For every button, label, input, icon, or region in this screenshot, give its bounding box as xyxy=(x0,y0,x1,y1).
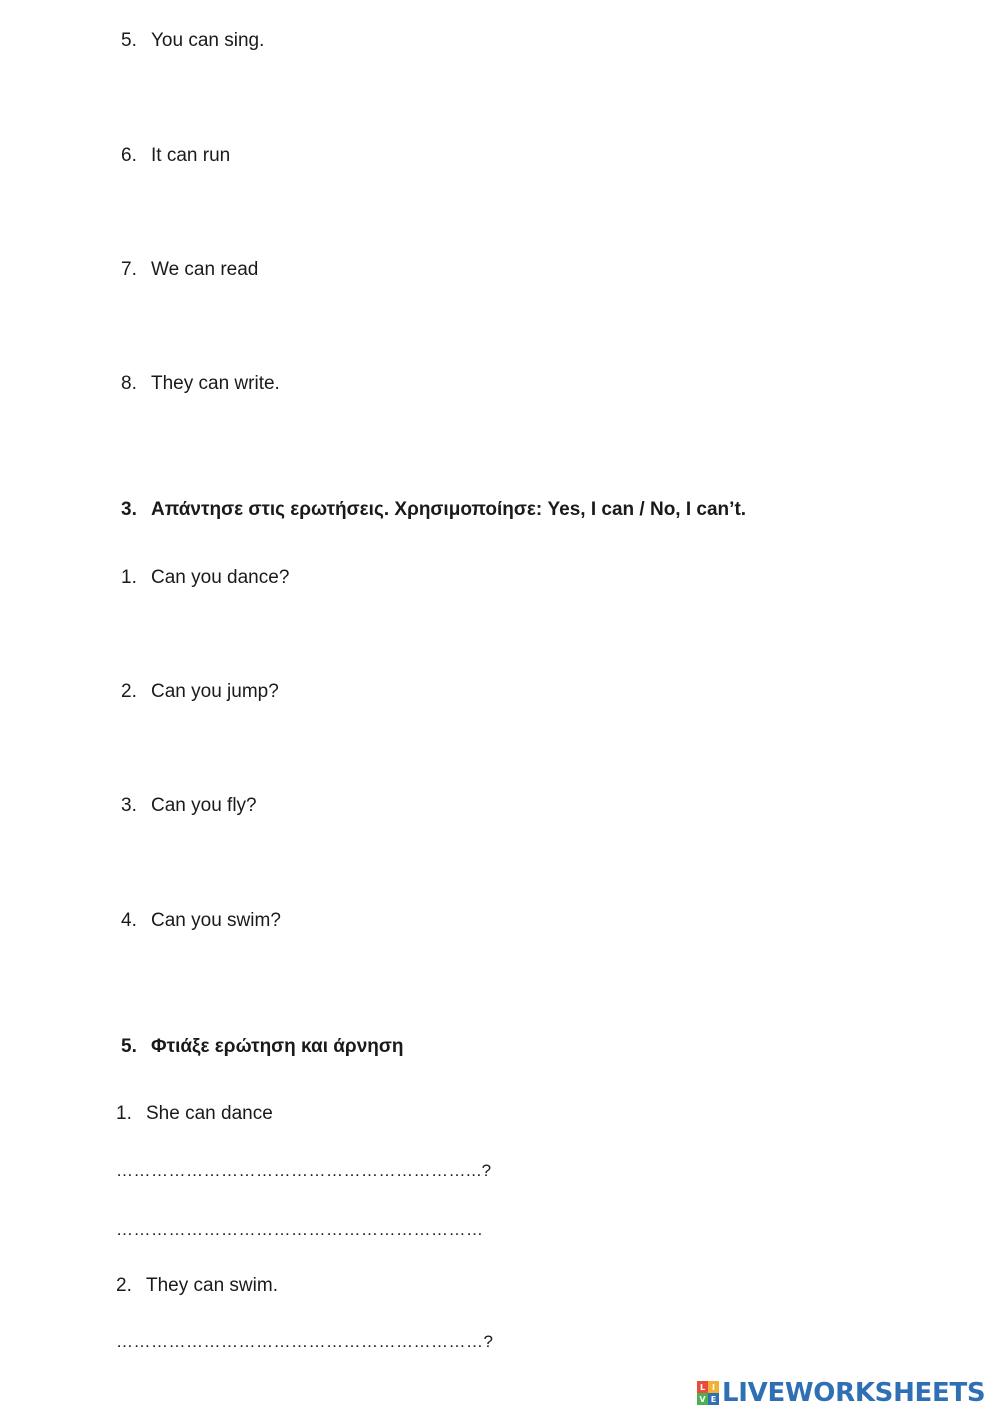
section-number: 5. xyxy=(121,1036,137,1057)
transform-item xyxy=(116,1102,273,1126)
item-number: 1. xyxy=(116,1103,132,1124)
item-number: 7. xyxy=(121,259,137,280)
section-heading xyxy=(121,1035,403,1059)
item-number: 1. xyxy=(121,567,137,588)
liveworksheets-logo xyxy=(697,1376,985,1410)
section-number: 3. xyxy=(121,499,137,520)
item-text: They can write. xyxy=(151,373,280,394)
exercise-item xyxy=(121,29,264,53)
section-title: Απάντησε στις ερωτήσεις. Χρησιμοποίησε: Yes, I can / No, I can’t. xyxy=(151,499,747,520)
item-number: 6. xyxy=(121,145,137,166)
exercise-item xyxy=(121,372,280,396)
question-text: Can you dance? xyxy=(151,567,290,588)
section-heading xyxy=(121,498,746,522)
item-number: 4. xyxy=(121,910,137,931)
item-number: 2. xyxy=(121,681,137,702)
item-text: It can run xyxy=(151,145,231,166)
item-text: We can read xyxy=(151,259,259,280)
logo-letter: I xyxy=(708,1381,719,1393)
logo-letter: V xyxy=(697,1393,708,1405)
sentence-text: She can dance xyxy=(146,1103,273,1124)
item-number: 3. xyxy=(121,795,137,816)
section-title: Φτιάξε ερώτηση και άρνηση xyxy=(151,1036,404,1057)
question-text: Can you jump? xyxy=(151,681,279,702)
sentence-text: They can swim. xyxy=(146,1275,278,1296)
question-text: Can you swim? xyxy=(151,910,281,931)
item-number: 8. xyxy=(121,373,137,394)
item-text: You can sing. xyxy=(151,30,265,51)
item-number: 5. xyxy=(121,30,137,51)
logo-letter: L xyxy=(697,1381,708,1393)
logo-text: LIVEWORKSHEETS xyxy=(722,1378,986,1408)
question-item xyxy=(121,909,281,933)
question-answer-line[interactable]: ……………………………………………………...? xyxy=(116,1161,492,1180)
negative-answer-line[interactable]: ……………………………………………………… xyxy=(116,1220,484,1239)
liveworksheets-icon xyxy=(697,1381,719,1405)
exercise-item xyxy=(121,258,258,282)
question-text: Can you fly? xyxy=(151,795,257,816)
question-item xyxy=(121,794,257,818)
logo-letter: E xyxy=(708,1393,719,1405)
exercise-item xyxy=(121,144,230,168)
question-item xyxy=(121,566,289,590)
question-answer-line[interactable]: ………………………………………………………? xyxy=(116,1332,494,1351)
transform-item xyxy=(116,1274,278,1298)
item-number: 2. xyxy=(116,1275,132,1296)
question-item xyxy=(121,680,279,704)
